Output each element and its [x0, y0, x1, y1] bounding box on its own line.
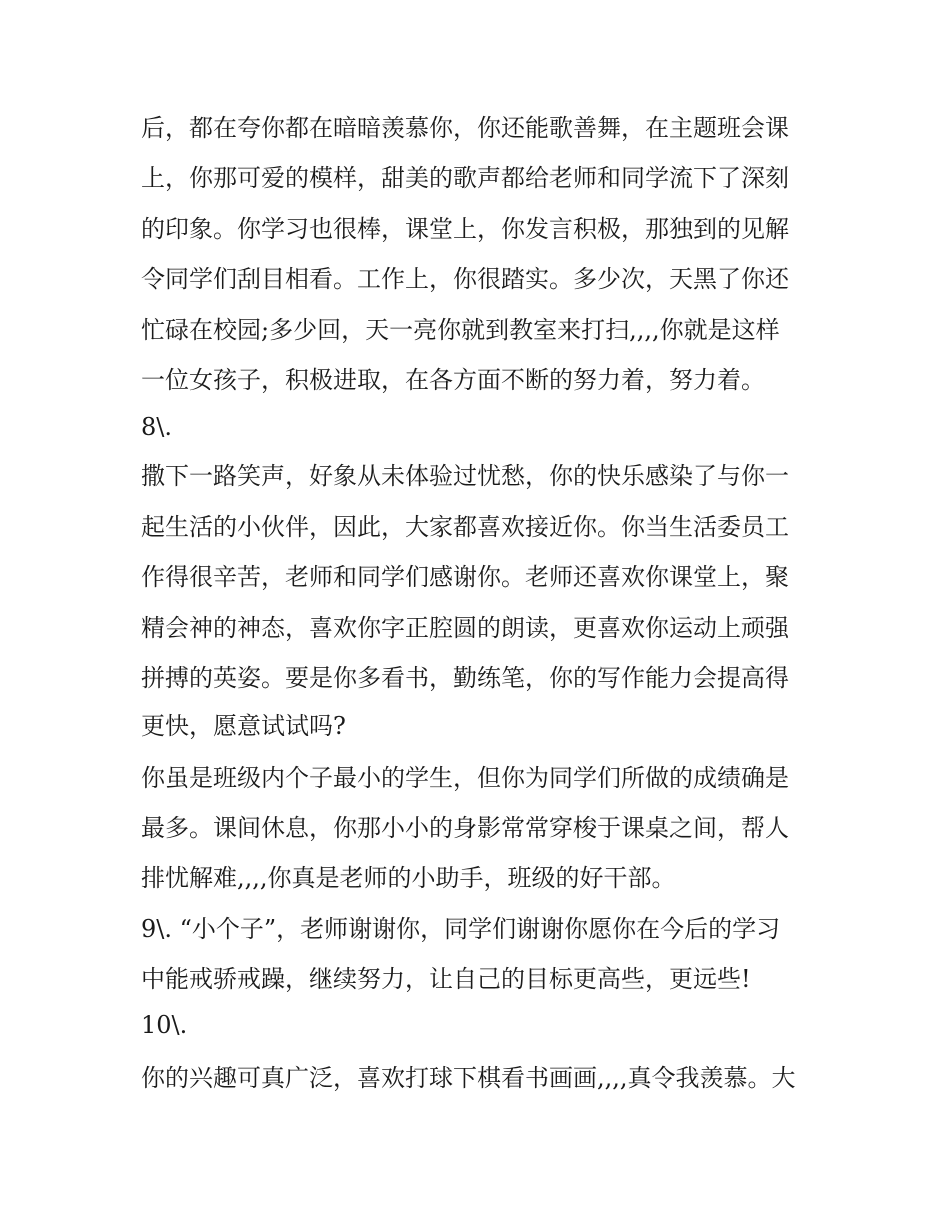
text-line: 最多。课间休息，你那小小的身影常常穿梭于课桌之间，帮人: [141, 814, 789, 842]
text-line: 撒下一路笑声，好象从未体验过忧愁，你的快乐感染了与你一: [141, 462, 789, 490]
text-line: 后，都在夸你都在暗暗羡慕你，你还能歌善舞，在主题班会课: [141, 114, 789, 142]
section-number: 10\.: [141, 1011, 188, 1039]
text-line: 令同学们刮目相看。工作上，你很踏实。多少次，天黑了你还: [141, 265, 789, 293]
text-line: 的印象。你学习也很棒，课堂上，你发言积极，那独到的见解: [141, 215, 789, 243]
text-line: 拼搏的英姿。要是你多看书，勤练笔，你的写作能力会提高得: [141, 664, 789, 692]
text-line: 你虽是班级内个子最小的学生，但你为同学们所做的成绩确是: [141, 764, 789, 792]
text-line: 更快，愿意试试吗?: [141, 712, 346, 740]
text-line: 精会神的神态，喜欢你字正腔圆的朗读，更喜欢你运动上顽强: [141, 614, 789, 642]
text-line: 9\. “小个子”，老师谢谢你，同学们谢谢你愿你在今后的学习: [141, 915, 781, 943]
section-number: 8\.: [141, 413, 172, 441]
text-line: 作得很辛苦，老师和同学们感谢你。老师还喜欢你课堂上，聚: [141, 563, 789, 591]
text-line: 你的兴趣可真广泛，喜欢打球下棋看书画画,,,,真令我羡慕。大: [141, 1064, 796, 1092]
text-line: 上，你那可爱的模样，甜美的歌声都给老师和同学流下了深刻: [141, 164, 789, 192]
text-line: 起生活的小伙伴，因此，大家都喜欢接近你。你当生活委员工: [141, 513, 789, 541]
text-line: 中能戒骄戒躁，继续努力，让自己的目标更高些，更远些!: [141, 965, 751, 993]
text-line: 忙碌在校园;多少回，天一亮你就到教室来打扫,,,,你就是这样: [141, 316, 780, 344]
text-line: 排忧解难,,,,你真是老师的小助手，班级的好干部。: [141, 864, 676, 892]
text-line: 一位女孩子，积极进取，在各方面不断的努力着，努力着。: [141, 366, 765, 394]
